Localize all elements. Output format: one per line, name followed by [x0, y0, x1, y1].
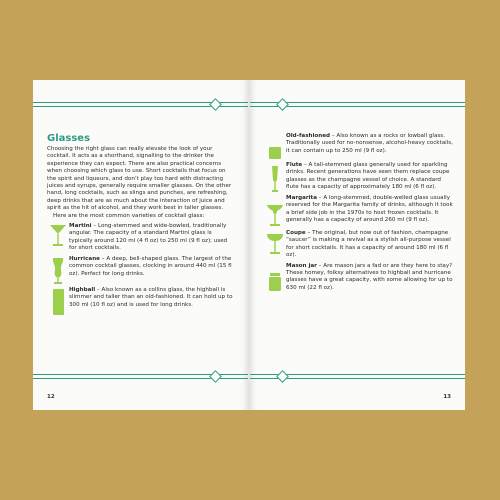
section-title: Glasses [47, 133, 91, 144]
glass-entry-old-fashioned [264, 133, 454, 159]
page-number: 13 [443, 394, 451, 400]
bottom-border-rule [250, 372, 465, 381]
entry-name: Mason jar [286, 262, 317, 269]
highball-glass-icon [47, 287, 69, 315]
entry-name: Margarita [286, 195, 318, 201]
page-number: 12 [47, 394, 55, 400]
glass-entry-highball [47, 287, 235, 315]
intro-paragraph: Here are the most common varieties of cocktail glass: [53, 212, 205, 219]
martini-glass-icon [47, 223, 69, 253]
entry-text: – Also known as a collins glass, the highball is slimmer and taller than an old-fashioned. It can hold up to 300 ml (10 fl oz) and is used for long drinks. [69, 286, 233, 308]
entry-text: – A long-stemmed, double-welled glass usually reserved for the Margarita family of drinks, although it took a brief side job in the 1970s to host frozen cocktails. It generally has a capacity of around 260 ml (9 fl oz). [286, 195, 453, 224]
entry-text: – Also known as a rocks or lowball glass. Traditionally used for no-nonsense, alcohol-heavy cocktails, it can contain up to 250 ml (9 fl oz). [286, 133, 453, 154]
entry-text: – Long-stemmed and wide-bowled, traditionally angular. The capacity of a standard Martini glass is typically around 120 ml (4 fl oz) to 250 ml (9 fl oz); used for short cocktails. [69, 223, 228, 252]
entry-text: – Are mason jars a fad or are they here to stay? These homey, folksy alternatives to highball and hurricane glasses have a great capacity, with some allowing for up to 630 ml (22 fl oz). [286, 262, 453, 291]
glass-entry-margarita [264, 195, 454, 227]
entry-text: – A deep, bell-shaped glass. The largest of the common cocktail glasses, clocking in around 440 ml (15 fl oz). Perfect for long drinks. [69, 255, 232, 277]
entry-name: Coupe [286, 230, 306, 236]
hurricane-glass-icon [47, 256, 69, 284]
top-border-rule [33, 100, 248, 109]
top-border-rule [250, 100, 465, 109]
right-page [250, 80, 465, 410]
left-page [33, 80, 248, 410]
entry-name: Old-fashioned [286, 133, 331, 139]
glass-entry-mason-jar [264, 263, 454, 293]
entry-text: – A tall-stemmed glass generally used for sparkling drinks. Recent generations have seen them replace coupe glasses as the champagne vessel of choice. A standard flute has a capacity of approximately 180 ml (6 fl oz). [286, 162, 450, 191]
glass-entry-martini [47, 223, 235, 253]
bottom-border-rule [33, 372, 248, 381]
mason-jar-icon [264, 263, 286, 293]
old-fashioned-glass-icon [264, 133, 286, 159]
entry-name: Flute [286, 162, 303, 168]
entry-name: Martini [69, 223, 92, 230]
intro-paragraph: Choosing the right glass can really elevate the look of your cocktail. It acts as a shorthand, signalling to the drinker the experience they can expect. There are also practical concerns when choosing which glass to use. Short cocktails that focus on the spirit and liqueurs, and don’t play too hard with distracting juices and syrups, generally require smaller glasses. On the other hand, long cocktails, such as slings and punches, are refreshing, deep drinks that are as much about the interaction of juice and spirit as the hit of alcohol, and they work best in taller glasses. [47, 146, 232, 212]
glass-entry-coupe [264, 230, 454, 260]
glass-entry-hurricane [47, 256, 235, 284]
entry-name: Highball [69, 286, 96, 293]
entry-name: Hurricane [69, 255, 100, 262]
left-body-text [47, 146, 235, 315]
coupe-glass-icon [264, 230, 286, 260]
flute-glass-icon [264, 162, 286, 192]
margarita-glass-icon [264, 195, 286, 227]
entry-text: – The original, but now out of fashion, champagne “saucer” is making a revival as a stylish all-purpose vessel for short cocktails. It has a capacity of around 180 ml (6 fl oz). [286, 230, 451, 259]
right-body-text [264, 130, 454, 292]
glass-entry-flute [264, 162, 454, 192]
